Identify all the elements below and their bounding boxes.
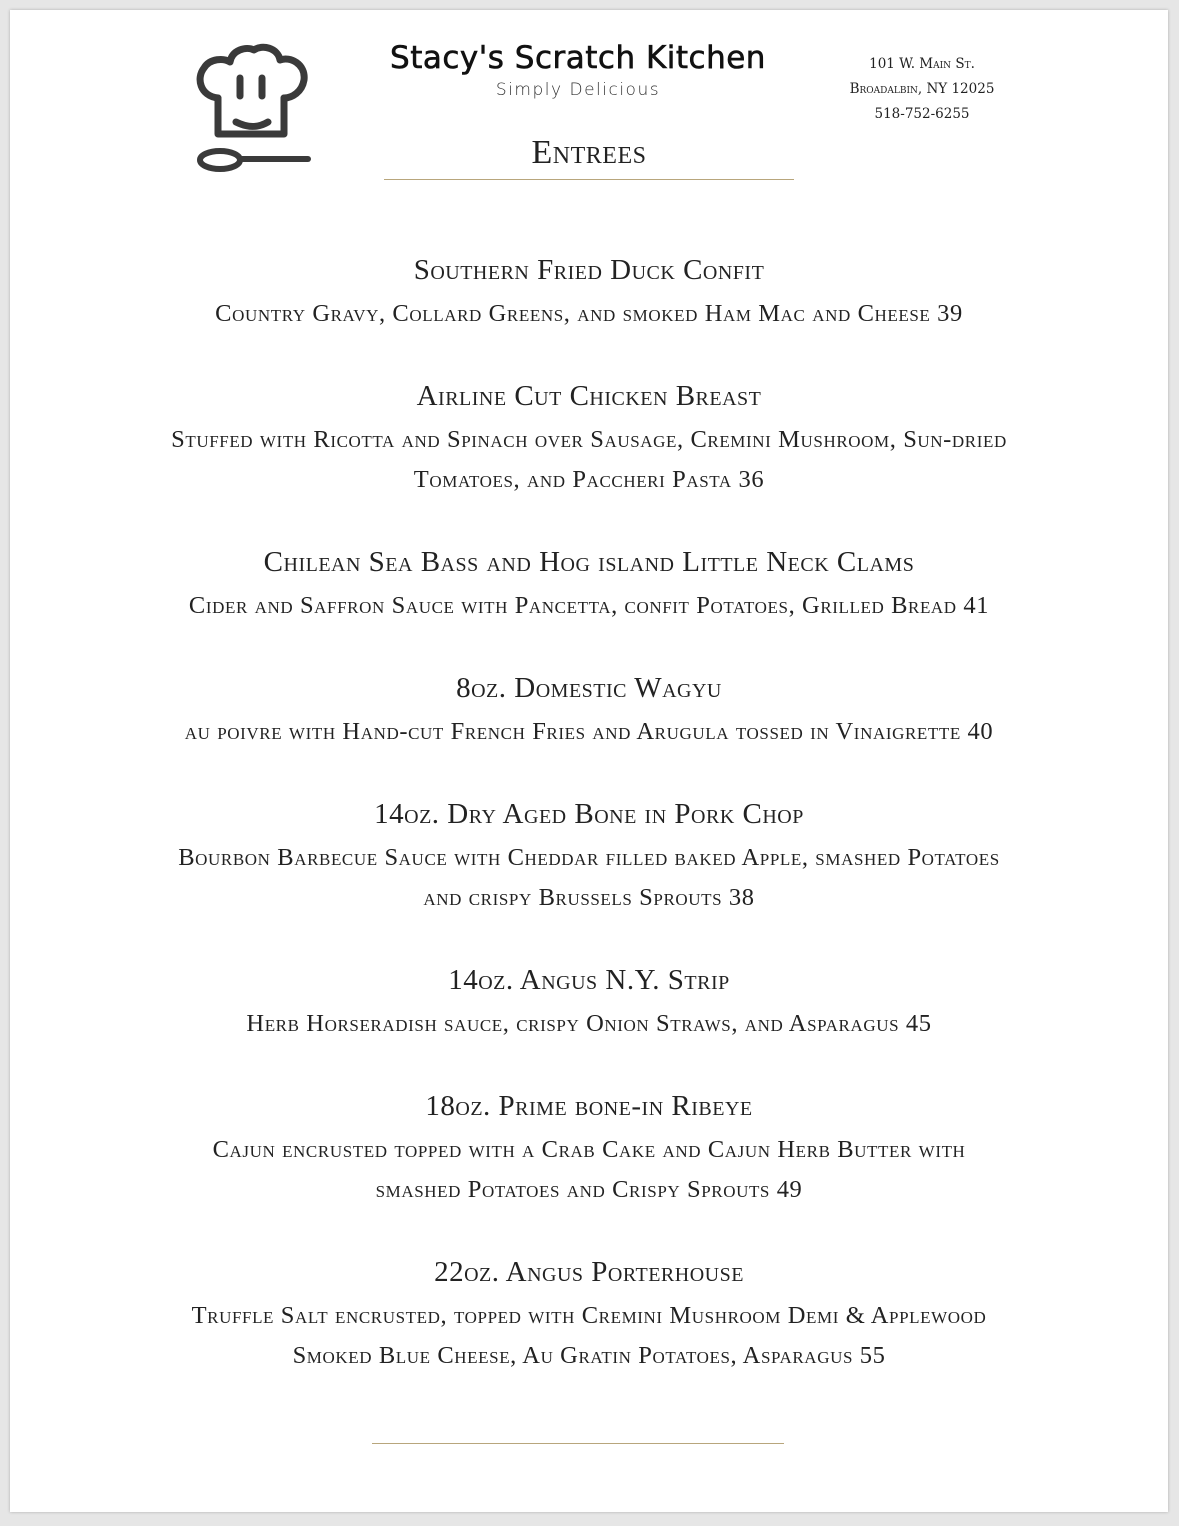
menu-item-name: 18oz. Prime bone-in Ribeye — [425, 1090, 753, 1122]
menu-item-description: Cajun encrusted topped with a Crab Cake and Cajun Herb Butter with — [212, 1136, 966, 1163]
menu-item-name: 22oz. Angus Porterhouse — [434, 1256, 744, 1288]
phone-number: 518-752-6255 — [874, 106, 970, 122]
menu-item — [50, 956, 1128, 1044]
section-title: Entrees — [531, 134, 647, 171]
menu-item-name: 14oz. Dry Aged Bone in Pork Chop — [374, 798, 804, 830]
menu-item-description: Smoked Blue Cheese, Au Gratin Potatoes, Asparagus 55 — [292, 1342, 886, 1369]
menu-item-description: Stuffed with Ricotta and Spinach over Sausage, Cremini Mushroom, Sun-dried — [171, 426, 1007, 453]
menu-item — [50, 790, 1128, 918]
menu-item-description: Cider and Saffron Sauce with Pancetta, confit Potatoes, Grilled Bread 41 — [188, 592, 990, 619]
menu-item-name: Chilean Sea Bass and Hog island Little Neck Clams — [263, 546, 915, 578]
bottom-divider — [372, 1443, 784, 1444]
menu-item — [50, 246, 1128, 334]
menu-item — [50, 538, 1128, 626]
top-divider — [384, 179, 794, 180]
menu-item-name: 14oz. Angus N.Y. Strip — [448, 964, 730, 996]
menu-item — [50, 664, 1128, 752]
address-block — [822, 52, 1022, 127]
menu-page — [10, 10, 1168, 1512]
menu-item — [50, 372, 1128, 500]
menu-item-name: Airline Cut Chicken Breast — [416, 380, 762, 412]
menu-item-description: and crispy Brussels Sprouts 38 — [423, 884, 755, 911]
menu-item — [50, 1082, 1128, 1210]
menu-item-name: 8oz. Domestic Wagyu — [456, 672, 722, 704]
menu-item-description: Tomatoes, and Paccheri Pasta 36 — [413, 466, 765, 493]
menu-item-description: Bourbon Barbecue Sauce with Cheddar filled baked Apple, smashed Potatoes — [178, 844, 1000, 871]
brand-name: Stacy's Scratch Kitchen — [390, 40, 766, 76]
menu-item-description: au poivre with Hand-cut French Fries and Arugula tossed in Vinaigrette 40 — [184, 718, 994, 745]
brand-tagline: Simply Delicious — [495, 80, 661, 100]
menu-item-description: Truffle Salt encrusted, topped with Cremini Mushroom Demi & Applewood — [191, 1302, 987, 1329]
menu-item — [50, 1248, 1128, 1376]
menu-list — [50, 246, 1128, 1376]
menu-item-description: smashed Potatoes and Crispy Sprouts 49 — [375, 1176, 803, 1203]
menu-item-description: Herb Horseradish sauce, crispy Onion Straws, and Asparagus 45 — [246, 1010, 932, 1037]
address-line1: 101 W. Main St. — [869, 56, 975, 72]
menu-item-name: Southern Fried Duck Confit — [413, 254, 765, 286]
address-line2: Broadalbin, NY 12025 — [849, 81, 995, 97]
menu-item-description: Country Gravy, Collard Greens, and smoked Ham Mac and Cheese 39 — [215, 300, 963, 327]
